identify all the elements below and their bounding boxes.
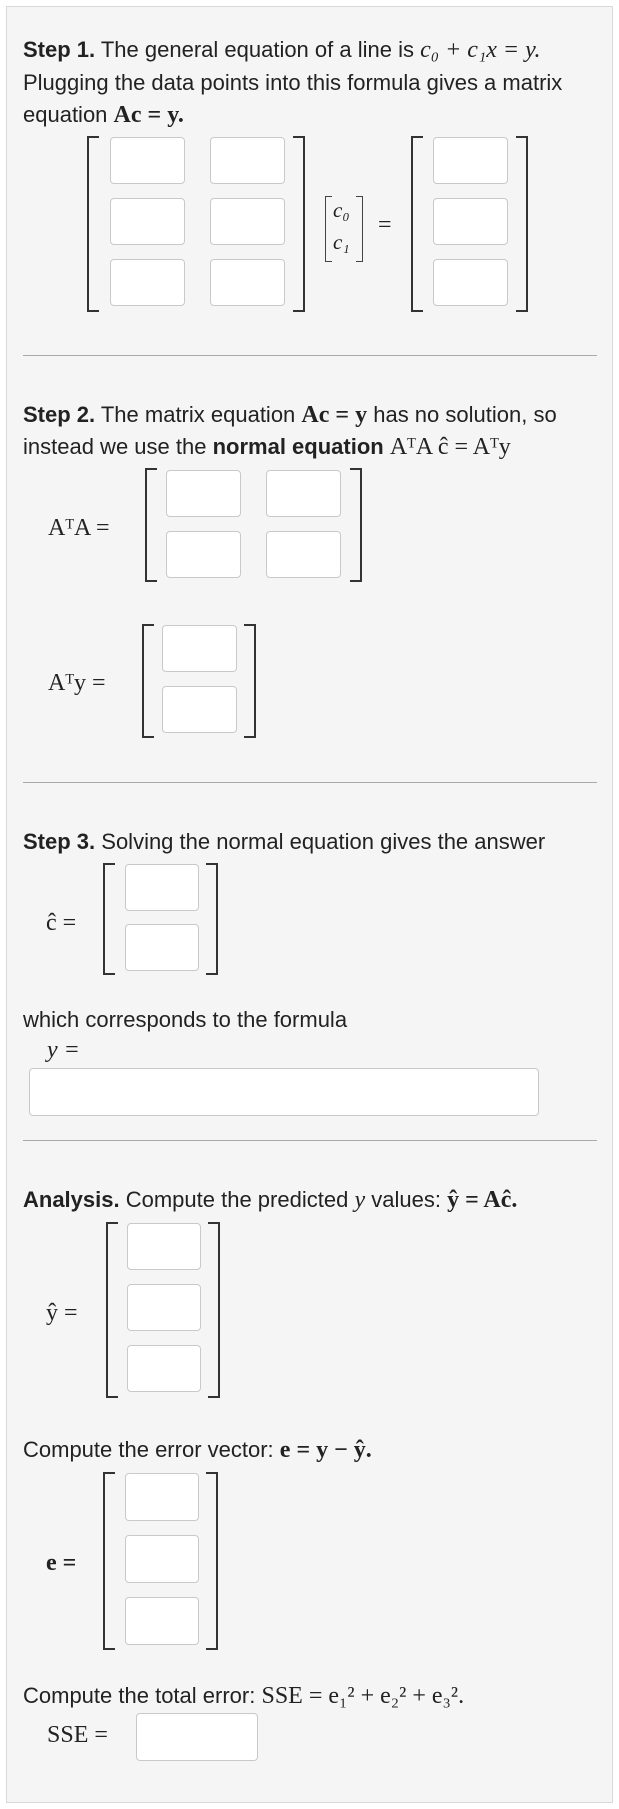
ata-r2c2-field[interactable] [267, 532, 344, 579]
vector-y-r3-field[interactable] [434, 260, 511, 307]
sse-input[interactable] [136, 1713, 258, 1761]
sse-line [23, 1680, 464, 1712]
analysis-line1-text-b: values: [371, 1187, 441, 1212]
e-r1-field[interactable] [126, 1474, 202, 1522]
matrix-a-r1c1-field[interactable] [111, 138, 188, 185]
aty-r1-field[interactable] [163, 626, 240, 673]
e-r3-input[interactable] [125, 1597, 199, 1645]
step2-line1-text-b: has no solution, so [373, 402, 557, 427]
ata-r2c1-field[interactable] [167, 532, 244, 579]
vector-y-r2-input[interactable] [433, 198, 508, 245]
matrix-a-r2c1-input[interactable] [110, 198, 185, 245]
analysis-heading: Analysis. [23, 1187, 120, 1212]
step2-line2-math: AᵀA ĉ = Aᵀy [389, 434, 511, 460]
step2-heading: Step 2. [23, 402, 96, 427]
step1-line2: Plugging the data points into this formula gives a matrix [23, 70, 563, 95]
yhat-r3-field[interactable] [128, 1346, 204, 1393]
vector-y-r1-input[interactable] [433, 137, 508, 184]
vector-c-right-bracket [356, 196, 363, 262]
sse-math: SSE = e₁² + e₂² + e₃². [261, 1683, 465, 1709]
ata-right-bracket [350, 468, 362, 582]
ata-r2c1-input[interactable] [166, 531, 241, 578]
divider-1 [23, 355, 597, 356]
yhat-right-bracket [208, 1222, 220, 1398]
vector-y-r3-input[interactable] [433, 259, 508, 306]
ata-label: AᵀA = [48, 515, 110, 541]
step1-line1-math: c₀ + c₁x = y. [420, 37, 541, 63]
y-formula-label: y = [47, 1037, 80, 1063]
sse-text: Compute the total error: [23, 1683, 256, 1708]
yhat-r2-input[interactable] [127, 1284, 201, 1331]
e-r2-input[interactable] [125, 1535, 199, 1583]
ata-r2c2-input[interactable] [266, 531, 341, 578]
chat-label: ĉ = [46, 910, 77, 936]
vector-c-left-bracket [325, 196, 332, 262]
e-right-bracket [206, 1472, 218, 1650]
aty-r1-input[interactable] [162, 625, 237, 672]
step2-line1-text-a: The matrix equation [100, 402, 296, 427]
analysis-line1-text: Compute the predicted [125, 1187, 349, 1212]
matrix-a-r3c2-input[interactable] [210, 259, 285, 306]
error-text: Compute the error vector: [23, 1437, 274, 1462]
e-r3-field[interactable] [126, 1598, 202, 1646]
matrix-a-r2c2-input[interactable] [210, 198, 285, 245]
aty-r2-input[interactable] [162, 686, 237, 733]
analysis-line1-y: y [354, 1187, 366, 1213]
matrix-a-r3c2-field[interactable] [211, 260, 288, 307]
step1-line3-text: equation [23, 102, 108, 127]
ata-r1c1-field[interactable] [167, 471, 244, 518]
formula-input[interactable] [29, 1068, 539, 1116]
vector-y-left-bracket [411, 136, 423, 312]
divider-3 [23, 1140, 597, 1141]
matrix-a-r1c2-input[interactable] [210, 137, 285, 184]
chat-r1-input[interactable] [125, 864, 199, 911]
step1-line3 [23, 99, 184, 131]
ata-r1c2-input[interactable] [266, 470, 341, 517]
matrix-a-r1c2-field[interactable] [211, 138, 288, 185]
matrix-a-r2c1-field[interactable] [111, 199, 188, 246]
chat-right-bracket [206, 863, 218, 975]
error-line [23, 1434, 372, 1466]
step3-line1 [23, 826, 545, 858]
yhat-r3-input[interactable] [127, 1345, 201, 1392]
matrix-a-r3c1-field[interactable] [111, 260, 188, 307]
step2-line1 [23, 399, 557, 431]
ata-r1c1-input[interactable] [166, 470, 241, 517]
yhat-label: ŷ = [46, 1300, 78, 1326]
yhat-r1-field[interactable] [128, 1224, 204, 1271]
chat-r2-input[interactable] [125, 924, 199, 971]
normal-equation-term: normal equation [212, 434, 384, 459]
sse-field[interactable] [137, 1714, 261, 1762]
matrix-a-r2c2-field[interactable] [211, 199, 288, 246]
vector-y-right-bracket [516, 136, 528, 312]
matrix-a-right-bracket [293, 136, 305, 312]
aty-right-bracket [244, 624, 256, 738]
matrix-a-r1c1-input[interactable] [110, 137, 185, 184]
step2-line2-text-a: instead we use the [23, 434, 207, 459]
chat-r2-field[interactable] [126, 925, 202, 972]
yhat-left-bracket [106, 1222, 118, 1398]
e-left-bracket [103, 1472, 115, 1650]
step2-line2 [23, 431, 511, 463]
ata-left-bracket [145, 468, 157, 582]
vector-c0: c₀ [333, 198, 350, 222]
error-math: e = y − ŷ. [279, 1437, 372, 1463]
vector-y-r1-field[interactable] [434, 138, 511, 185]
step3-line1-text: Solving the normal equation gives the answer [101, 829, 546, 854]
analysis-line1 [23, 1184, 517, 1216]
sse-label: SSE = [47, 1722, 108, 1748]
divider-2 [23, 782, 597, 783]
step1-line1 [23, 34, 540, 66]
vector-c1: c₁ [333, 230, 350, 254]
matrix-a-left-bracket [87, 136, 99, 312]
formula-text: which corresponds to the formula [23, 1007, 348, 1032]
step1-line1-text: The general equation of a line is [100, 37, 414, 62]
aty-label: Aᵀy = [48, 670, 106, 696]
e-label: e = [46, 1550, 77, 1576]
analysis-line1-math: ŷ = Aĉ. [447, 1187, 518, 1213]
e-r2-field[interactable] [126, 1536, 202, 1584]
step1-heading: Step 1. [23, 37, 96, 62]
aty-left-bracket [142, 624, 154, 738]
chat-left-bracket [103, 863, 115, 975]
step1-equals: = [378, 212, 392, 238]
ata-r1c2-field[interactable] [267, 471, 344, 518]
yhat-r1-input[interactable] [127, 1223, 201, 1270]
vector-y-r2-field[interactable] [434, 199, 511, 246]
yhat-r2-field[interactable] [128, 1285, 204, 1332]
chat-r1-field[interactable] [126, 865, 202, 912]
step3-heading: Step 3. [23, 829, 96, 854]
matrix-a-r3c1-input[interactable] [110, 259, 185, 306]
step1-line3-math: Ac = y. [113, 102, 184, 128]
formula-field[interactable] [30, 1069, 548, 1117]
step2-line1-math: Ac = y [301, 402, 368, 428]
e-r1-input[interactable] [125, 1473, 199, 1521]
aty-r2-field[interactable] [163, 687, 240, 734]
